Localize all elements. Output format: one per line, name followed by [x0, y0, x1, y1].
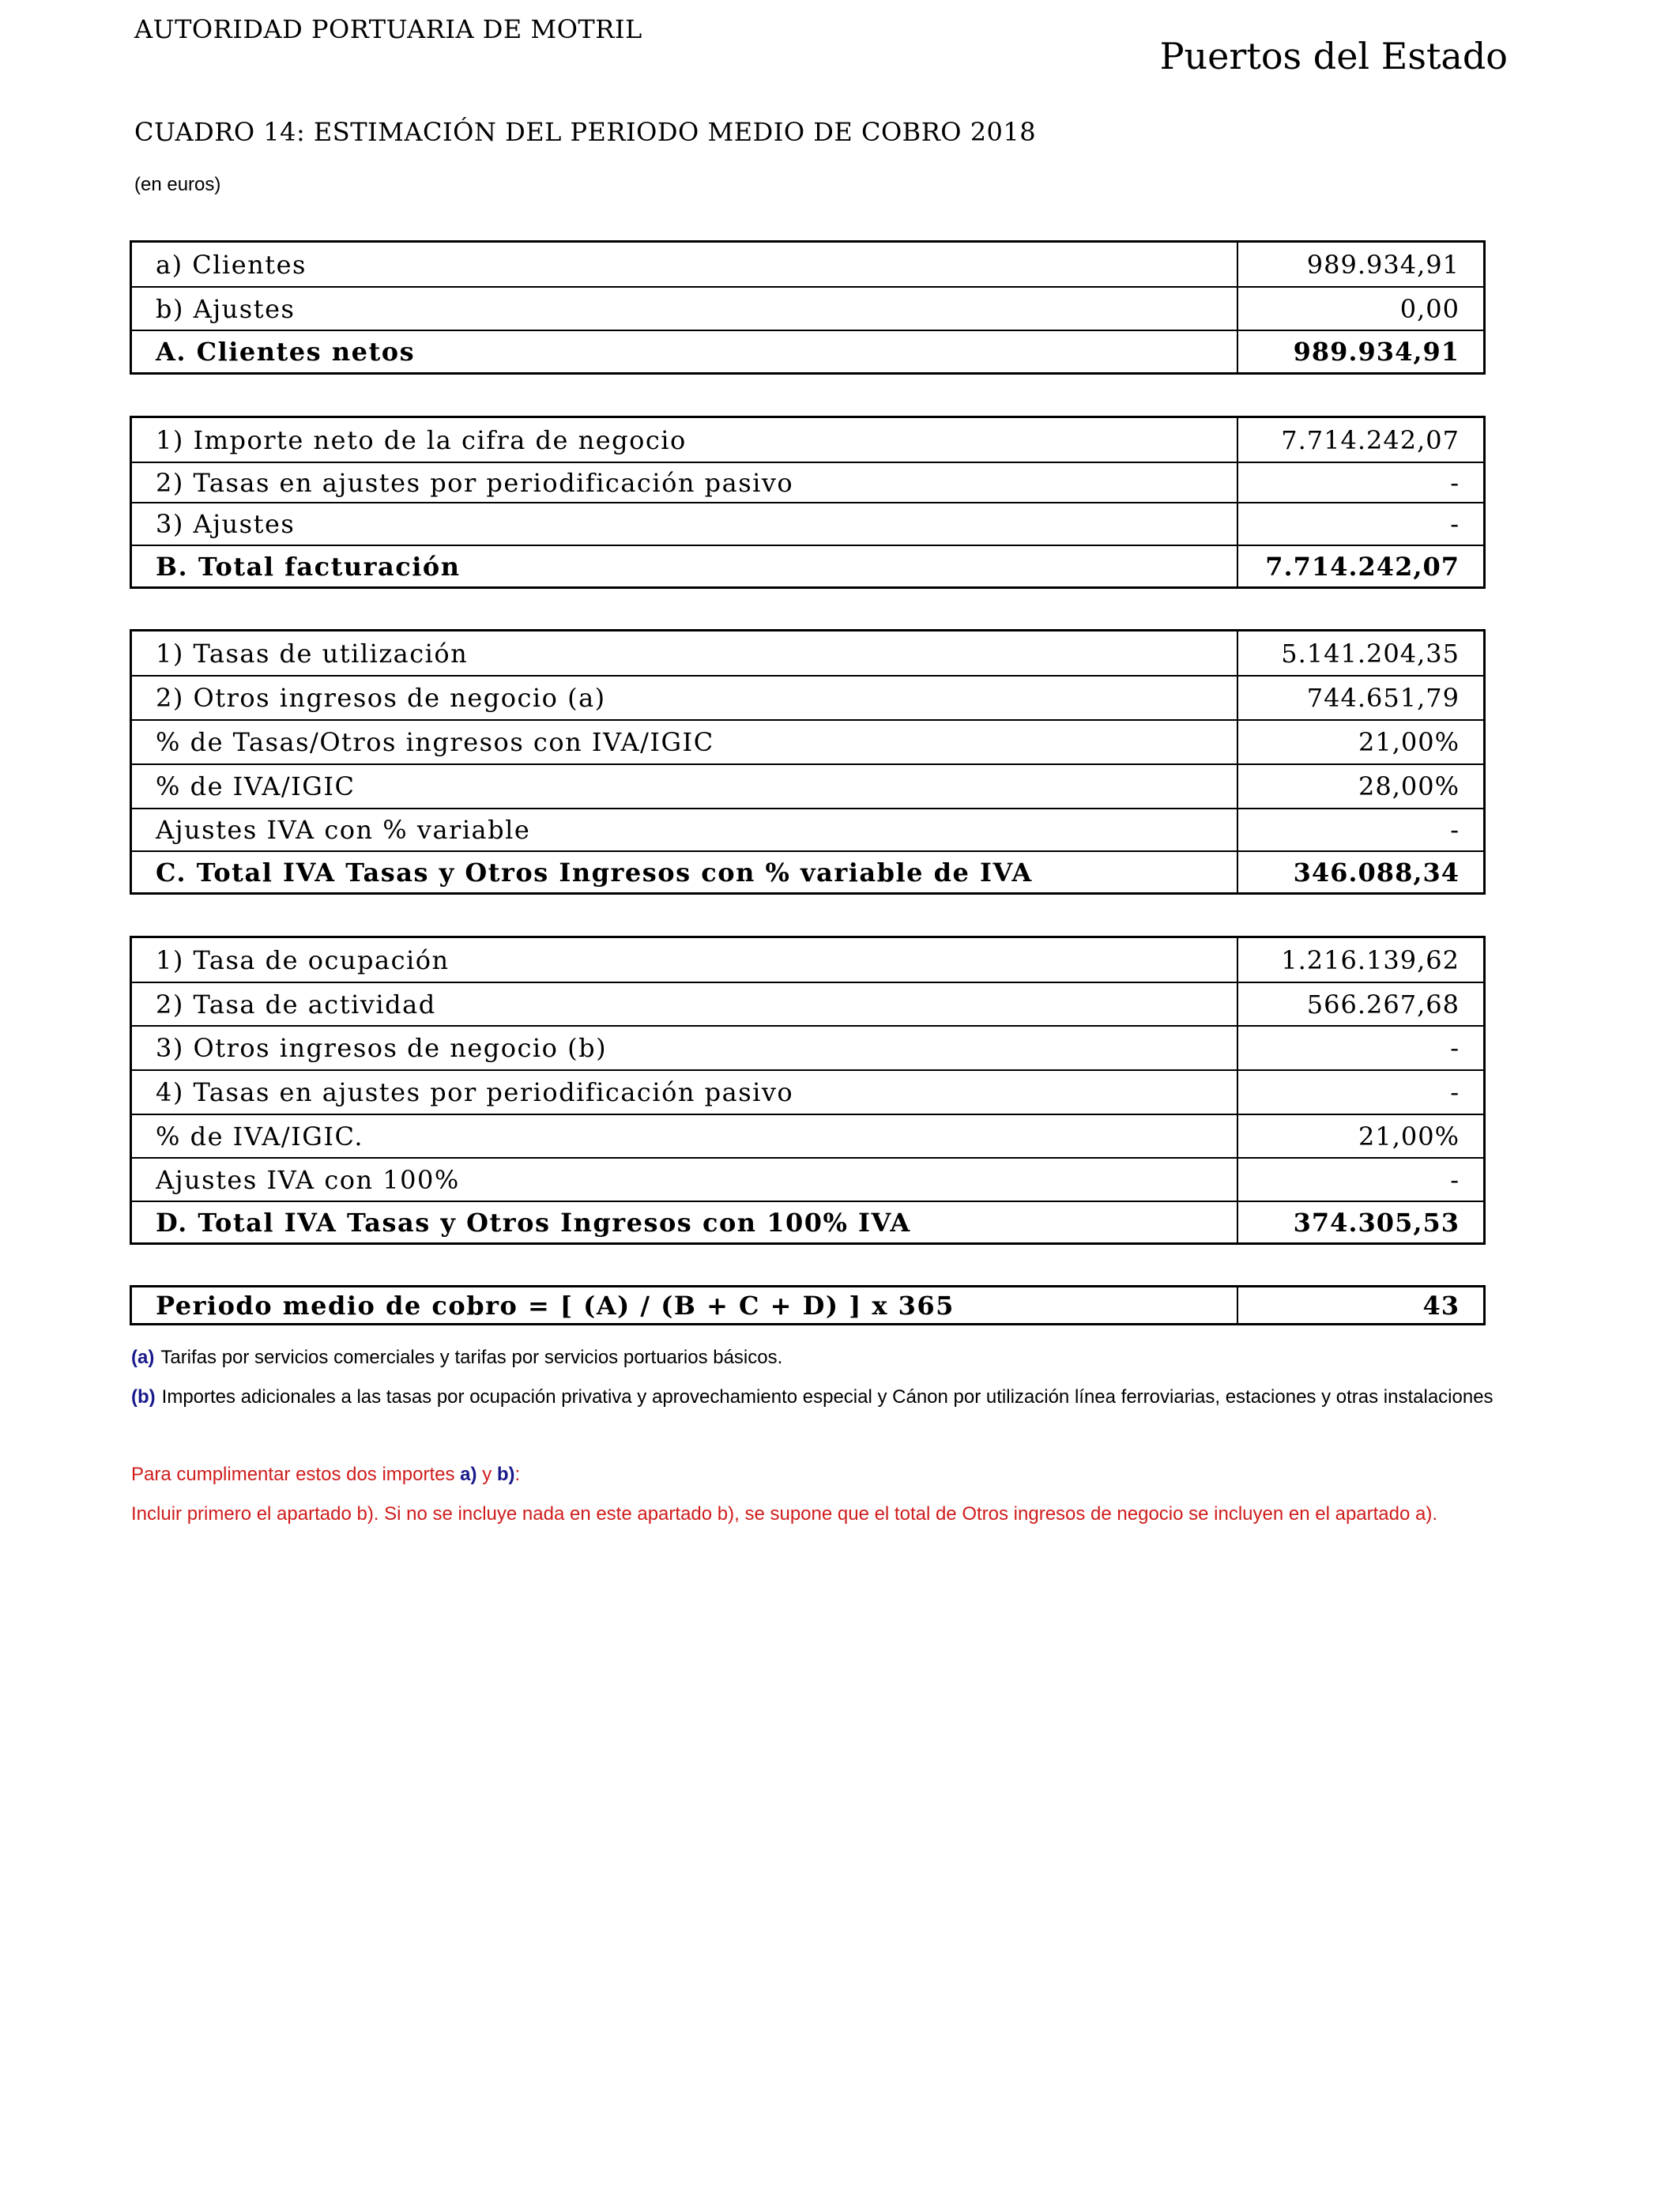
row-label: 2) Tasas en ajustes por periodificación pasivo: [132, 463, 1238, 502]
row-label: a) Clientes: [132, 243, 1238, 286]
row-value: 43: [1422, 1290, 1460, 1321]
footnote-b: [131, 1386, 1577, 1408]
row-label: % de IVA/IGIC: [132, 765, 1238, 808]
table-row: [132, 719, 1483, 763]
footnote-a: [131, 1347, 1577, 1369]
units-label: (en euros): [134, 174, 221, 195]
table-row: [132, 1025, 1483, 1069]
row-value: 7.714.242,07: [1281, 424, 1460, 455]
row-label: Ajustes IVA con % variable: [132, 809, 1238, 850]
page-title: CUADRO 14: ESTIMACIÓN DEL PERIODO MEDIO DE COBRO 2018: [134, 117, 1037, 147]
row-value: 21,00%: [1358, 727, 1460, 757]
table-total-row: [132, 330, 1483, 372]
row-value: 7.714.242,07: [1265, 551, 1460, 582]
table-total-row: [132, 1287, 1483, 1323]
row-label: 1) Tasa de ocupación: [132, 938, 1238, 982]
footnote-text: Importes adicionales a las tasas por ocupación privativa y aprovechamiento especial y Cánon por utilización línea ferroviarias, estaciones y otras instalaciones: [161, 1386, 1494, 1408]
row-value: 0,00: [1399, 293, 1460, 324]
row-value: 374.305,53: [1293, 1207, 1460, 1238]
instruction-suffix: :: [514, 1464, 521, 1485]
row-value: 5.141.204,35: [1281, 638, 1460, 669]
instruction-b: b): [496, 1464, 515, 1485]
row-label: 2) Otros ingresos de negocio (a): [132, 677, 1238, 719]
table-row: [132, 631, 1483, 675]
row-value: 989.934,91: [1306, 249, 1460, 280]
row-label: 1) Tasas de utilización: [132, 631, 1238, 675]
table-row: [132, 938, 1483, 982]
row-label: B. Total facturación: [132, 546, 1238, 586]
row-label: Periodo medio de cobro = [ (A) / (B + C + D) ] x 365: [132, 1287, 1238, 1323]
row-label: 3) Otros ingresos de negocio (b): [132, 1027, 1238, 1069]
instruction-heading: [131, 1464, 1577, 1486]
row-label: A. Clientes netos: [132, 331, 1238, 372]
table-total-row: [132, 850, 1483, 892]
organization-name: AUTORIDAD PORTUARIA DE MOTRIL: [134, 14, 642, 44]
footnote-text: Tarifas por servicios comerciales y tarifas por servicios portuarios básicos.: [160, 1347, 783, 1368]
facturacion-table: [130, 416, 1486, 589]
row-value: 989.934,91: [1293, 337, 1460, 367]
instruction-a: a): [460, 1464, 477, 1485]
row-label: 2) Tasa de actividad: [132, 983, 1238, 1025]
row-value: -: [1450, 1077, 1460, 1107]
table-row: [132, 763, 1483, 808]
row-value: 21,00%: [1358, 1121, 1460, 1152]
footnote-tag: (a): [131, 1347, 155, 1368]
row-label: % de Tasas/Otros ingresos con IVA/IGIC: [132, 721, 1238, 763]
row-value: 1.216.139,62: [1281, 944, 1460, 975]
periodo-medio-table: [130, 1285, 1486, 1325]
row-label: 4) Tasas en ajustes por periodificación pasivo: [132, 1071, 1238, 1114]
instruction-prefix: Para cumplimentar estos dos importes: [131, 1464, 455, 1485]
table-row: [132, 1157, 1483, 1201]
instruction-text: Incluir primero el apartado b). Si no se incluye nada en este apartado b), se supone que el total de Otros ingresos de negocio se incluyen en el apartado a).: [131, 1503, 1438, 1525]
table-row: [132, 502, 1483, 545]
table-row: [132, 418, 1483, 462]
row-value: -: [1450, 815, 1460, 845]
table-row: [132, 286, 1483, 330]
row-value: -: [1450, 509, 1460, 539]
iva-variable-table: [130, 629, 1486, 895]
row-label: Ajustes IVA con 100%: [132, 1159, 1238, 1201]
clientes-table: [130, 240, 1486, 375]
instruction-and: y: [482, 1464, 492, 1485]
table-row: [132, 462, 1483, 502]
table-row: [132, 1069, 1483, 1114]
row-value: -: [1450, 1164, 1460, 1195]
iva-100-table: [130, 936, 1486, 1245]
table-row: [132, 982, 1483, 1025]
footnote-tag: (b): [131, 1386, 156, 1408]
row-value: 744.651,79: [1306, 683, 1460, 713]
row-value: -: [1450, 467, 1460, 498]
row-label: 1) Importe neto de la cifra de negocio: [132, 418, 1238, 462]
row-label: C. Total IVA Tasas y Otros Ingresos con % variable de IVA: [132, 852, 1238, 892]
row-value: -: [1450, 1033, 1460, 1063]
row-value: 346.088,34: [1293, 857, 1460, 888]
row-label: b) Ajustes: [132, 288, 1238, 330]
row-label: % de IVA/IGIC.: [132, 1115, 1238, 1157]
table-row: [132, 675, 1483, 719]
brand-name: Puertos del Estado: [1159, 35, 1508, 77]
table-total-row: [132, 1201, 1483, 1242]
table-row: [132, 1114, 1483, 1157]
table-row: [132, 243, 1483, 286]
row-label: D. Total IVA Tasas y Otros Ingresos con 100% IVA: [132, 1202, 1238, 1242]
row-value: 566.267,68: [1306, 989, 1460, 1020]
table-total-row: [132, 545, 1483, 586]
table-row: [132, 808, 1483, 850]
row-label: 3) Ajustes: [132, 503, 1238, 545]
row-value: 28,00%: [1358, 771, 1460, 801]
